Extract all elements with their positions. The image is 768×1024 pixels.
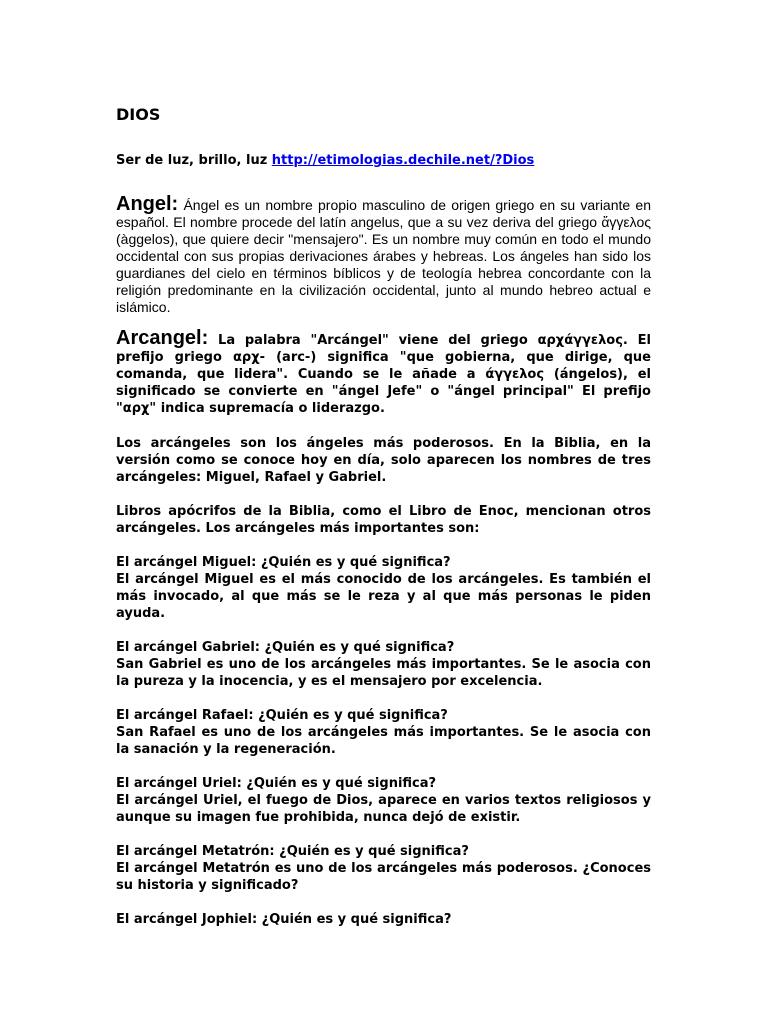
arcangel-body: La palabra "Arcángel" viene del griego αρχάγγελος. El prefijo griego αρχ- (arc-) significa "que gobierna, que dirige, que comanda, que lidera". Cuando se le añade a άγγελος (ángelos), el significado se convierte en "ángel Jefe" o "ángel principal" El prefijo "αρχ" indica supremacía o liderazgo. — [116, 333, 651, 416]
dios-definition-text: Ser de luz, brillo, luz — [116, 153, 272, 168]
angel-paragraph — [116, 193, 651, 316]
angel-body: Ángel es un nombre propio masculino de origen griego en su variante en español. El nombre procede del latín angelus, que a su vez deriva del griego ἄγγελος (àggelos), que quiere decir "mensajero". Es un nombre muy común en todo el mundo occidental con sus propias derivaciones árabes y hebreas. Los ángeles han sido los guardianes del cielo en términos bíblicos y de teología hebrea concordante con la religión predominante en la civilización occidental, junto al mundo hebreo actual e islámico. — [116, 197, 651, 315]
archangel-question: El arcángel Miguel: ¿Quién es y qué significa? — [116, 555, 451, 570]
archangel-question: El arcángel Metatrón: ¿Quién es y qué significa? — [116, 844, 469, 859]
archangel-section-jophiel — [116, 911, 651, 928]
arcangeles-paragraph: Los arcángeles son los ángeles más poderosos. En la Biblia, en la versión como se conoce hoy en día, solo aparecen los nombres de tres arcángeles: Miguel, Rafael y Gabriel. — [116, 436, 651, 485]
archangel-question: El arcángel Rafael: ¿Quién es y qué significa? — [116, 708, 448, 723]
archangel-question: El arcángel Jophiel: ¿Quién es y qué significa? — [116, 912, 452, 927]
archangel-answer: El arcángel Uriel, el fuego de Dios, aparece en varios textos religiosos y aunque su imagen fue prohibida, nunca dejó de existir. — [116, 793, 651, 825]
archangel-section-rafael — [116, 707, 651, 758]
archangel-question: El arcángel Uriel: ¿Quién es y qué significa? — [116, 776, 437, 791]
archangel-section-metatron — [116, 843, 651, 894]
archangel-answer: El arcángel Miguel es el más conocido de los arcángeles. Es también el más invocado, al que más se le reza y al que más personas le piden ayuda. — [116, 572, 651, 621]
etymology-link[interactable]: http://etimologias.dechile.net/?Dios — [271, 153, 535, 168]
dios-definition — [116, 152, 651, 170]
archangel-question: El arcángel Gabriel: ¿Quién es y qué significa? — [116, 640, 455, 655]
archangel-answer: San Rafael es uno de los arcángeles más importantes. Se le asocia con la sanación y la regeneración. — [116, 725, 651, 757]
archangel-section-gabriel — [116, 639, 651, 690]
archangel-section-miguel — [116, 554, 651, 622]
apocrifos-paragraph: Libros apócrifos de la Biblia, como el Libro de Enoc, mencionan otros arcángeles. Los arcángeles más importantes son: — [116, 504, 651, 536]
arcangel-heading: Arcangel: — [116, 327, 209, 349]
page-title: DIOS — [116, 105, 161, 124]
document-content — [116, 104, 651, 945]
angel-heading: Angel: — [116, 193, 179, 215]
arcangel-paragraph — [116, 327, 651, 417]
archangel-section-uriel — [116, 775, 651, 826]
archangel-answer: San Gabriel es uno de los arcángeles más importantes. Se le asocia con la pureza y la inocencia, y es el mensajero por excelencia. — [116, 657, 651, 689]
archangel-answer: El arcángel Metatrón es uno de los arcángeles más poderosos. ¿Conoces su historia y significado? — [116, 861, 651, 893]
